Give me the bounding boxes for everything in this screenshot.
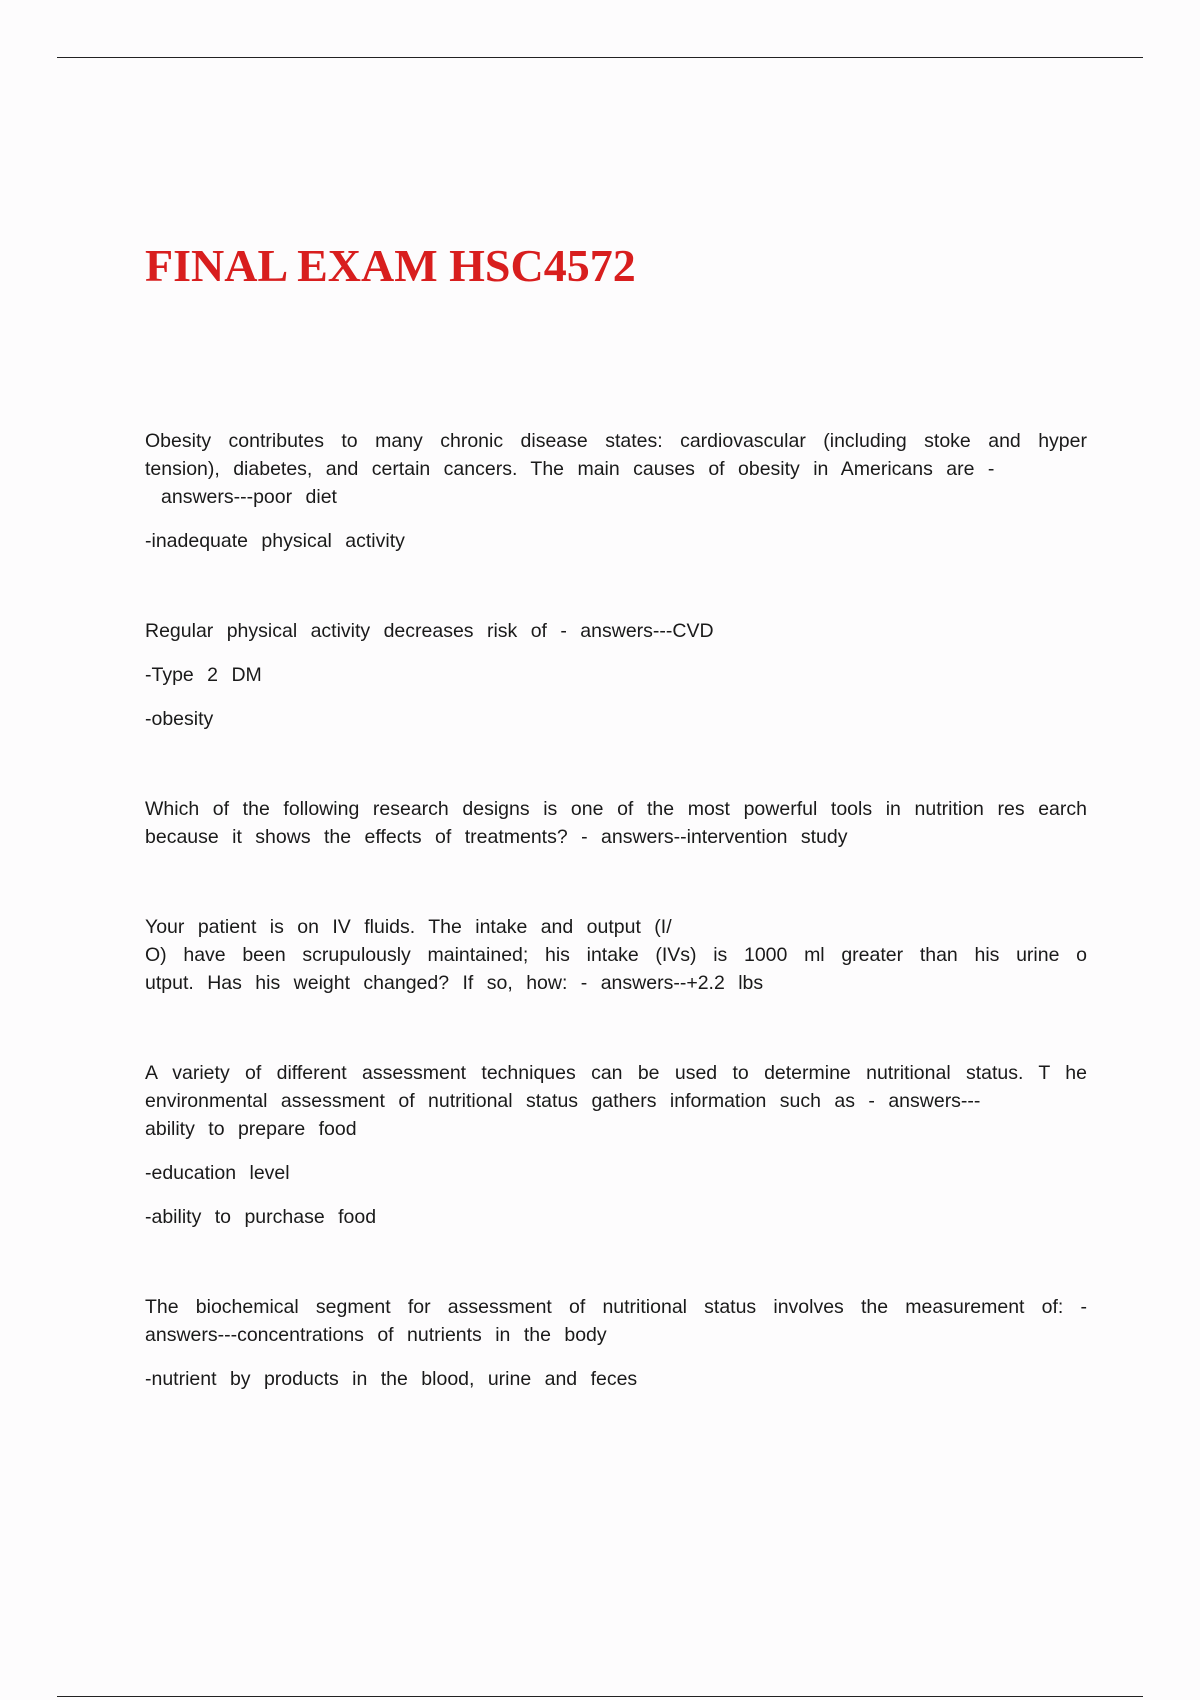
- question-text: Regular physical activity decreases risk of - answers---CVD: [145, 620, 714, 642]
- footer-rule: [57, 1696, 1143, 1697]
- qa-list: [145, 427, 1087, 1455]
- answer-item: -obesity: [145, 708, 214, 730]
- answer-item: -ability to purchase food: [145, 1206, 377, 1228]
- answer-item: -nutrient by products in the blood, urine and feces: [145, 1368, 638, 1390]
- header-rule: [57, 57, 1143, 58]
- qa-item: [145, 617, 1087, 733]
- qa-item: [145, 1293, 1087, 1393]
- question-text: Obesity contributes to many chronic disease states: cardiovascular (including stoke and hyper tension), diabetes, and certain cancers. The main causes of obesity in Americans are -: [145, 430, 1087, 480]
- answer-text: answers---poor diet: [161, 486, 337, 508]
- answer-item: -Type 2 DM: [145, 664, 262, 686]
- answer-item: -inadequate physical activity: [145, 530, 405, 552]
- qa-item: [145, 913, 1087, 997]
- qa-item: [145, 795, 1087, 851]
- question-text: O) have been scrupulously maintained; his intake (IVs) is 1000 ml greater than his urine o utput. Has his weight changed? If so, how: - answers--+2.2 lbs: [145, 944, 1087, 994]
- qa-item: [145, 427, 1087, 555]
- question-text: Your patient is on IV fluids. The intake and output (I/: [145, 916, 672, 938]
- question-text: The biochemical segment for assessment of nutritional status involves the measurement of: - answers---concentrations of nutrients in the body: [145, 1296, 1087, 1346]
- question-text: Which of the following research designs is one of the most powerful tools in nutrition res earch because it shows the effects of treatments? - answers--intervention study: [145, 798, 1087, 848]
- answer-text: ability to prepare food: [145, 1118, 357, 1140]
- document-title: FINAL EXAM HSC4572: [145, 240, 636, 291]
- qa-item: [145, 1059, 1087, 1231]
- question-text: A variety of different assessment techniques can be used to determine nutritional status. T he environmental assessment of nutritional status gathers information such as - answers---: [145, 1062, 1087, 1112]
- answer-item: -education level: [145, 1162, 290, 1184]
